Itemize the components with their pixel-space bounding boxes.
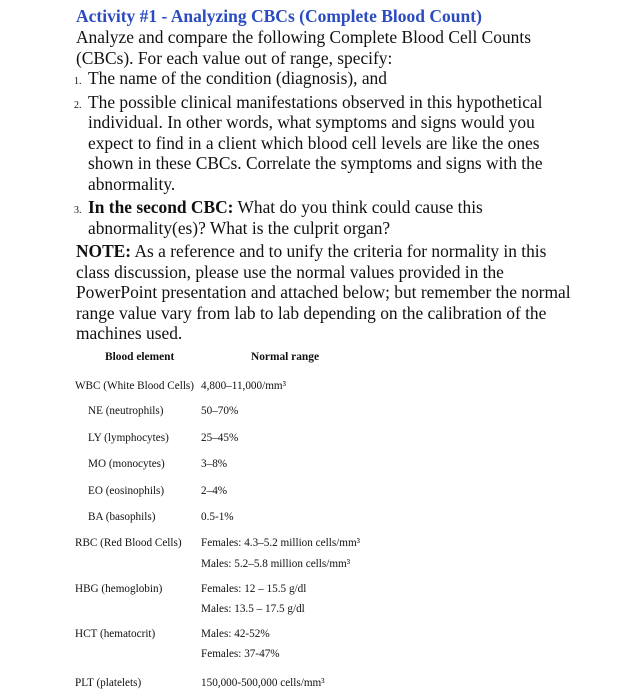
row-element: NE (neutrophils) <box>88 405 164 417</box>
list-item-text: The possible clinical manifestations observed in this hypothetical individual. In other words, what symptoms and signs would you expect to find in a client which blood cell levels are like the ones shown in these CBCs. Correlate the symptoms and signs with the abnormality. <box>88 91 543 194</box>
row-element: EO (eosinophils) <box>88 485 165 497</box>
list-number: 1. <box>74 76 82 87</box>
row-range: 3–8% <box>201 458 228 470</box>
note-label: NOTE: <box>76 241 132 261</box>
row-range: 2–4% <box>201 485 228 497</box>
intro-paragraph: Analyze and compare the following Complete Blood Cell Counts (CBCs). For each value out of range, specify: <box>76 27 531 68</box>
row-range: Females: 4.3–5.2 million cells/mm³ <box>201 537 361 549</box>
header-blood-element: Blood element <box>105 351 175 363</box>
row-range: 0.5-1% <box>201 511 234 523</box>
activity-title: Activity #1 - Analyzing CBCs (Complete Blood Count) <box>76 6 482 26</box>
row-range: Males: 42-52% <box>201 628 270 640</box>
row-range: 25–45% <box>201 432 239 444</box>
row-element: HBG (hemoglobin) <box>75 583 163 595</box>
list-number: 2. <box>74 99 82 111</box>
row-range: 150,000-500,000 cells/mm³ <box>201 677 325 689</box>
row-element: BA (basophils) <box>88 511 156 523</box>
list-item-text: The name of the condition (diagnosis), and <box>88 68 387 88</box>
row-range: 50–70% <box>201 405 239 417</box>
row-element: WBC (White Blood Cells) <box>75 380 195 392</box>
row-element: PLT (platelets) <box>75 677 142 689</box>
row-range: Females: 12 – 15.5 g/dl <box>201 583 307 595</box>
list-item-text: What do you think could cause this abnormality(es)? What is the culprit organ? <box>88 197 483 238</box>
header-normal-range: Normal range <box>251 351 320 363</box>
row-range-line-2: Males: 13.5 – 17.5 g/dl <box>201 603 305 615</box>
list-item-bold: In the second CBC: <box>88 197 234 217</box>
row-element: RBC (Red Blood Cells) <box>75 537 182 549</box>
row-element: LY (lymphocytes) <box>88 432 169 444</box>
row-element: HCT (hematocrit) <box>75 628 156 640</box>
row-range: 4,800–11,000/mm³ <box>201 380 286 392</box>
note-text: As a reference and to unify the criteria for normality in this class discussion, please use the normal values provided in the PowerPoint presentation and attached below; but remember the normal range value vary from lab to lab depending on the calibration of the machines used. <box>76 241 571 343</box>
row-element: MO (monocytes) <box>88 458 165 470</box>
list-number: 3. <box>74 205 82 216</box>
row-range-line-2: Males: 5.2–5.8 million cells/mm³ <box>201 558 351 570</box>
row-range-line-2: Females: 37-47% <box>201 648 280 660</box>
